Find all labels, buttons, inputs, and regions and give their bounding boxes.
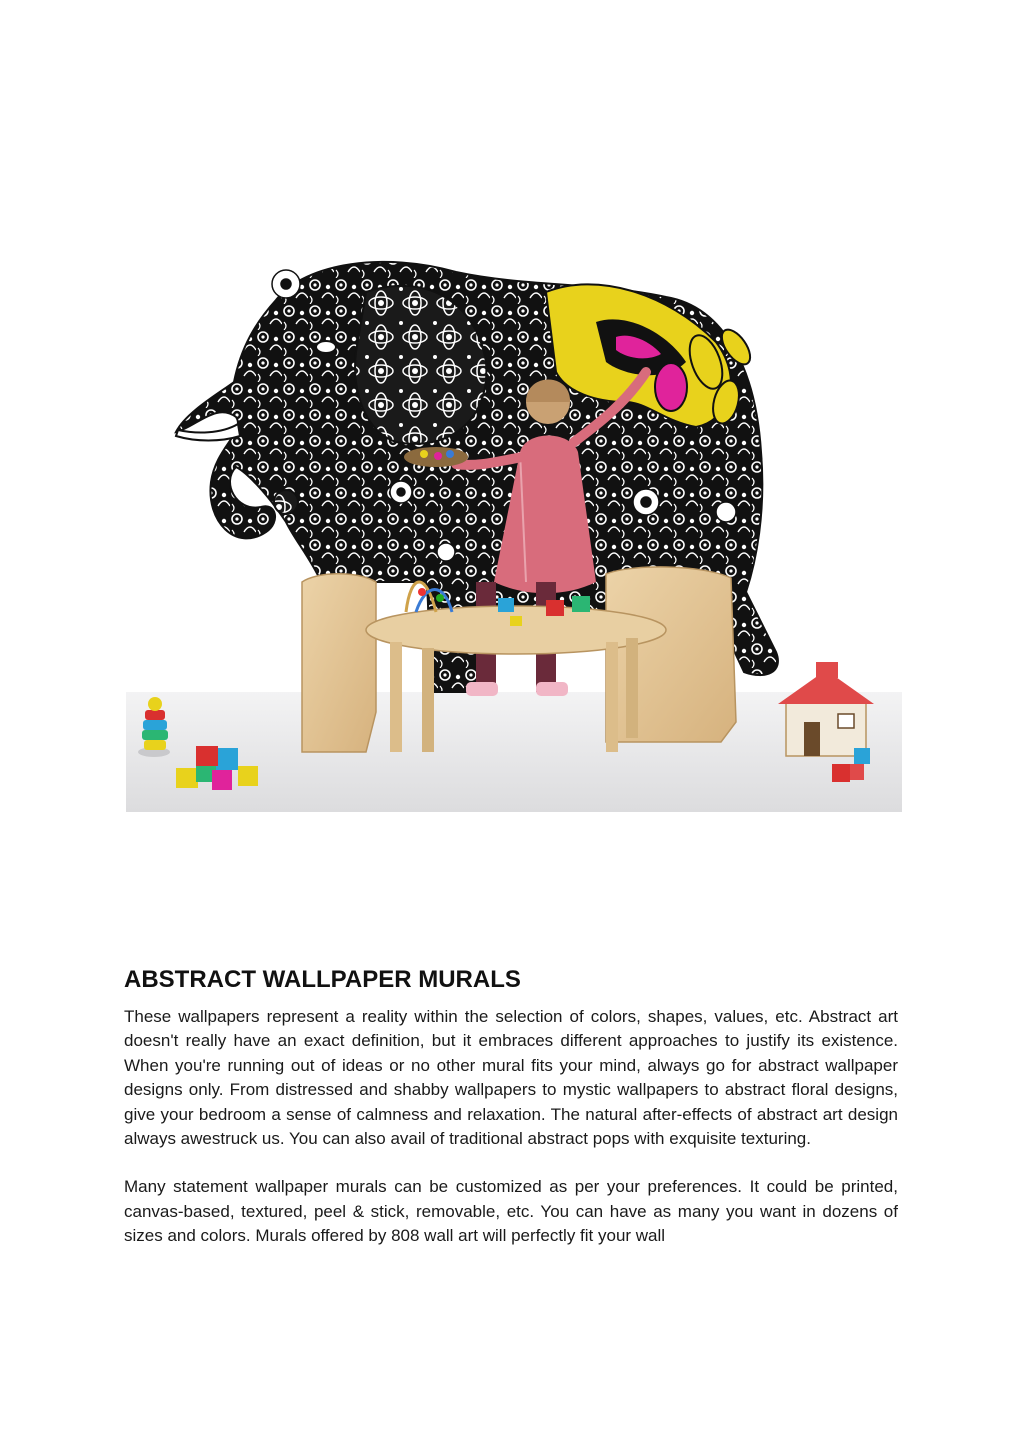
elephant-trunk-curl [274, 490, 298, 514]
paragraph-1: These wallpapers represent a reality within the selection of colors, shapes, values, etc. Abstract art doesn't really have an exact definition, but it embraces different approaches to justify its existence. When you're running out of ideas or no other mural fits your mind, always go for abstract wallpaper designs only. From distressed and shabby wallpapers to mystic wallpapers to abstract floral designs, give your bedroom a sense of calmness and relaxation. The natural after-effects of abstract art design always awestruck us. You can also avail of traditional abstract pops with exquisite texturing. [124, 1007, 898, 1149]
mural-photo [126, 252, 902, 812]
paragraph-2: Many statement wallpaper murals can be customized as per your preferences. It could be printed, canvas-based, textured, peel & stick, removable, etc. You can have as many you want in dozens of sizes and colors. Murals offered by 808 wall art will perfectly fit your wall [124, 1177, 898, 1246]
article [124, 963, 898, 1273]
elephant-eye [316, 341, 336, 353]
section-heading: ABSTRACT WALLPAPER MURALS [124, 966, 521, 993]
